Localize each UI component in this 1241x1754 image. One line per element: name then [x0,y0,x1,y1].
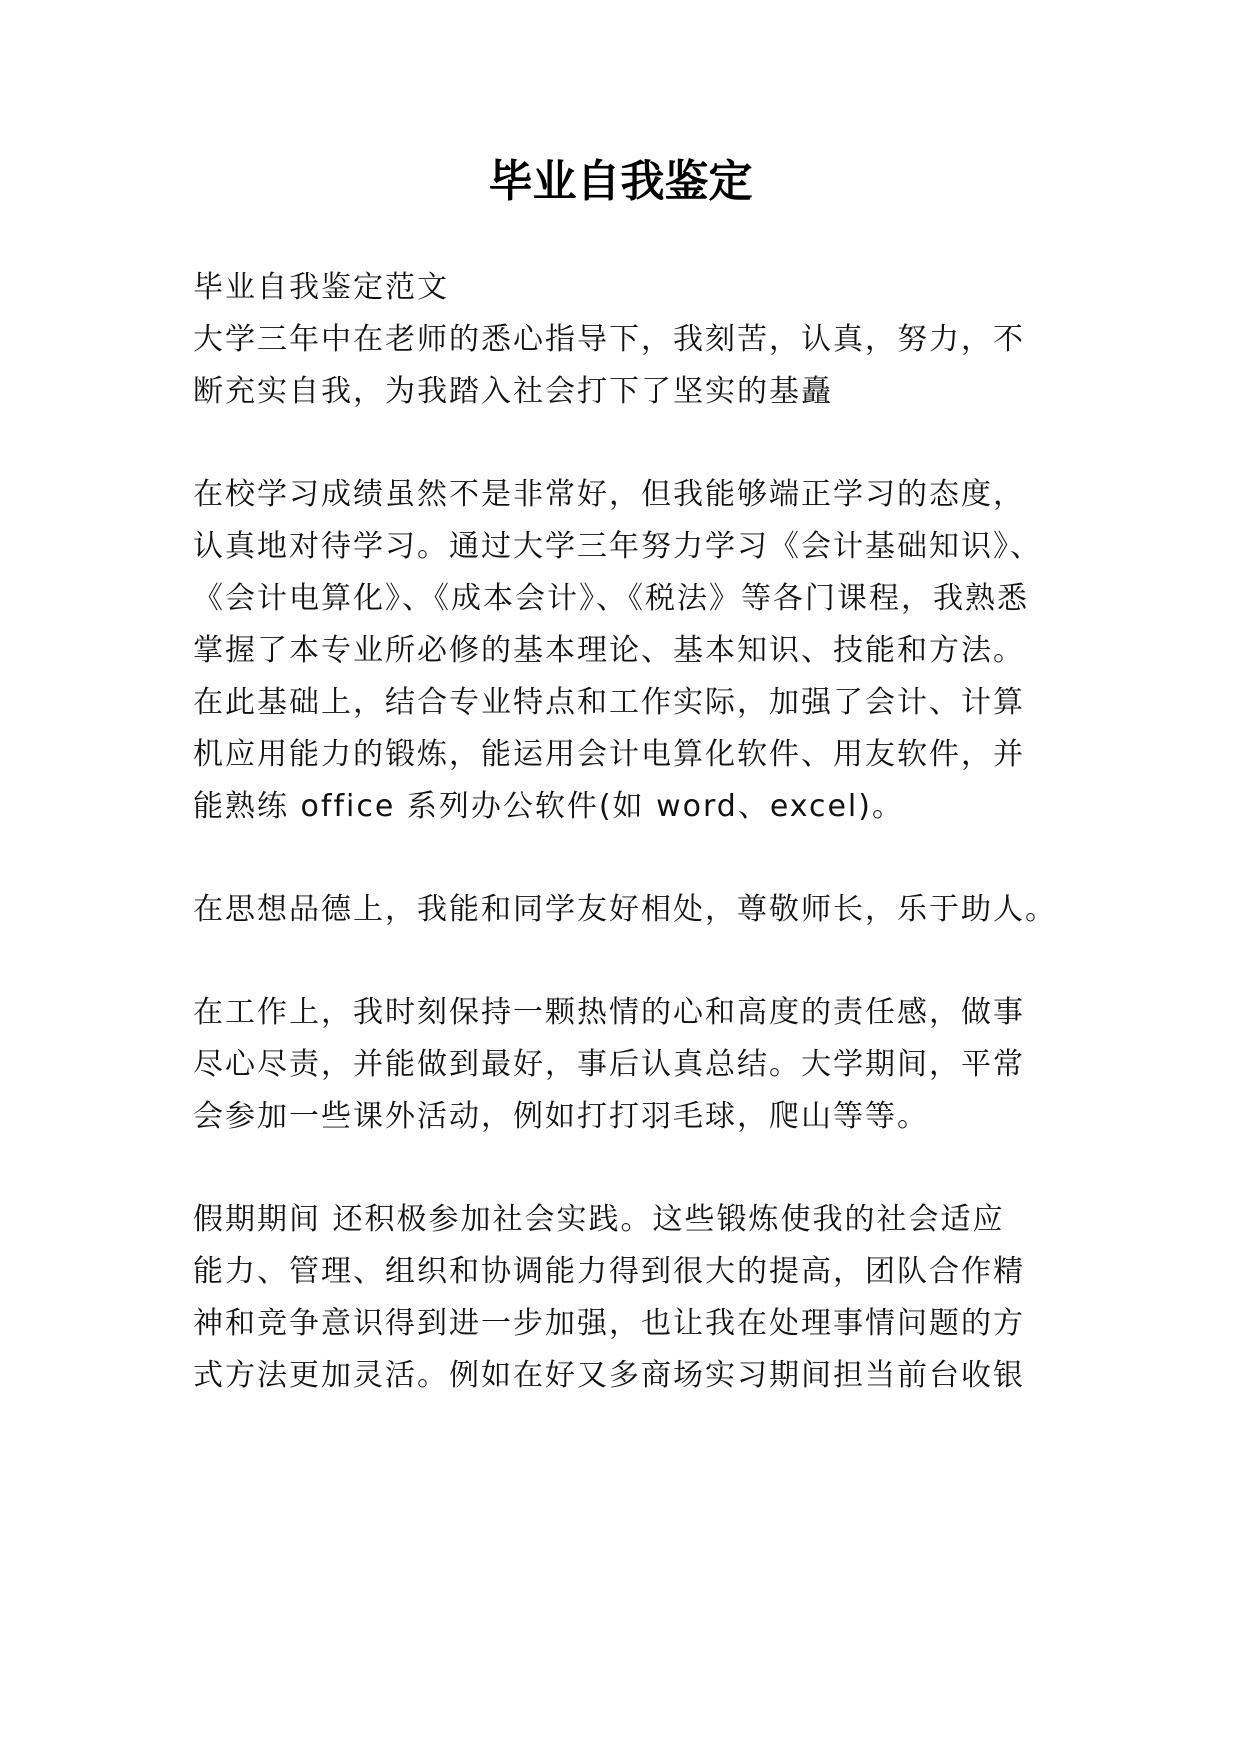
text-line: 在校学习成绩虽然不是非常好，但我能够端正学习的态度， [193,477,1025,512]
text-line: 毕业自我鉴定范文 [193,270,449,305]
text-line: 掌握了本专业所必修的基本理论、基本知识、技能和方法。 [193,633,1025,668]
text-line: 《会计电算化》、《成本会计》、《税法》等各门课程，我熟悉 [193,581,1029,616]
text-line: 假期期间 还积极参加社会实践。这些锻炼使我的社会适应 [193,1202,1005,1237]
text-line: 能熟练 office 系列办公软件(如 word、excel)。 [193,789,904,824]
text-line: 式方法更加灵活。例如在好又多商场实习期间担当前台收银 [193,1358,1025,1393]
text-line: 尽心尽责，并能做到最好，事后认真总结。大学期间，平常 [193,1047,1025,1082]
text-line: 在工作上，我时刻保持一颗热情的心和高度的责任感，做事 [193,995,1025,1030]
text-line: 能力、管理、组织和协调能力得到很大的提高，团队合作精 [193,1254,1025,1289]
text-line: 断充实自我，为我踏入社会打下了坚实的基矗 [193,374,833,409]
text-line: 在此基础上，结合专业特点和工作实际，加强了会计、计算 [193,685,1025,720]
text-line: 神和竞争意识得到进一步加强，也让我在处理事情问题的方 [193,1306,1025,1341]
text-line: 大学三年中在老师的悉心指导下，我刻苦，认真，努力，不 [193,322,1025,357]
text-line: 会参加一些课外活动，例如打打羽毛球，爬山等等。 [193,1099,929,1134]
text-line: 在思想品德上，我能和同学友好相处，尊敬师长，乐于助人。 [193,892,1057,927]
document-title: 毕业自我鉴定 [488,156,753,207]
text-line: 机应用能力的锻炼，能运用会计电算化软件、用友软件，并 [193,737,1025,772]
text-line: 认真地对待学习。通过大学三年努力学习《会计基础知识》、 [193,529,1042,564]
